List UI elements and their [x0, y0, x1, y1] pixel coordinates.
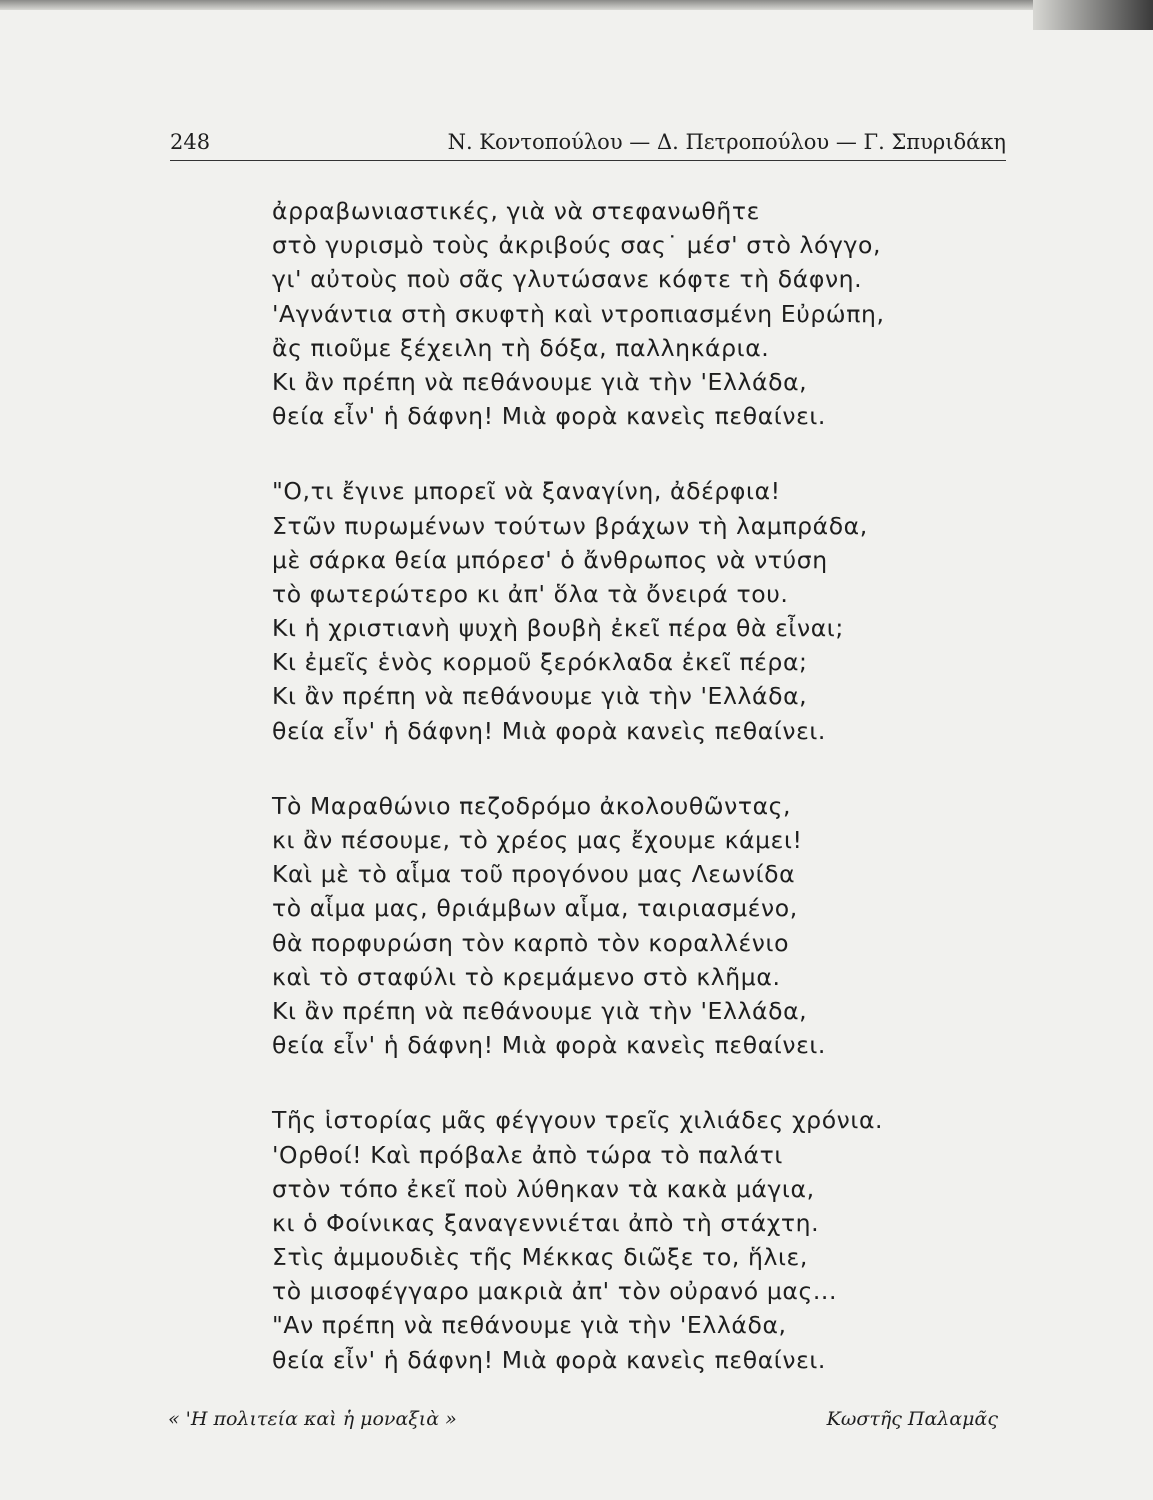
poem-line: θεία εἶν' ἡ δάφνη! Μιὰ φορὰ κανεὶς πεθαίνει. [272, 1345, 827, 1374]
poem-author: Κωστῆς Παλαμᾶς [826, 1408, 998, 1430]
source-citation: « 'Η πολιτεία καὶ ἡ μοναξιὰ » [168, 1408, 457, 1430]
poem-line: 'Αγνάντια στὴ σκυφτὴ καὶ ντροπιασμένη Εὐρώπη, [272, 299, 885, 328]
stanza-spacer [272, 1062, 972, 1103]
poem-line: κι ὁ Φοίνικας ξαναγεννιέται ἀπὸ τὴ στάχτη. [272, 1208, 820, 1237]
poem-line: τὸ μισοφέγγαρο μακριὰ ἀπ' τὸν οὐρανό μας... [272, 1277, 838, 1306]
running-head-authors: Ν. Κοντοπούλου — Δ. Πετροπούλου — Γ. Σπυριδάκη [447, 130, 1006, 154]
poem-line: 'Ορθοί! Καὶ πρόβαλε ἀπὸ τώρα τὸ παλάτι [272, 1140, 783, 1169]
poem-line: Κι ἡ χριστιανὴ ψυχὴ βουβὴ ἐκεῖ πέρα θὰ εἶναι; [272, 614, 844, 643]
poem-line: ἂς πιοῦμε ξέχειλη τὴ δόξα, παλληκάρια. [272, 333, 770, 362]
poem-line: Κι ἂν πρέπη νὰ πεθάνουμε γιὰ τὴν 'Ελλάδα, [272, 367, 808, 396]
poem-line: γι' αὐτοὺς ποὺ σᾶς γλυτώσανε κόφτε τὴ δάφνη. [272, 265, 863, 294]
stanza-spacer [272, 748, 972, 789]
poem-line: "Ο,τι ἔγινε μπορεῖ νὰ ξαναγίνη, ἀδέρφια! [272, 477, 781, 506]
poem-line: ἀρραβωνιαστικές, γιὰ νὰ στεφανωθῆτε [272, 197, 760, 225]
page-header [170, 128, 1006, 161]
poem-line: Στὶς ἀμμουδιὲς τῆς Μέκκας διῶξε το, ἥλιε, [272, 1243, 808, 1272]
poem-line: τὸ φωτερώτερο κι ἀπ' ὅλα τὰ ὄνειρά του. [272, 579, 789, 608]
stanza-spacer [272, 433, 972, 474]
scan-binding-shadow [1033, 0, 1153, 30]
poem-line: θεία εἶν' ἡ δάφνη! Μιὰ φορὰ κανεὶς πεθαίνει. [272, 716, 827, 745]
poem-line: Κι ἐμεῖς ἑνὸς κορμοῦ ξερόκλαδα ἐκεῖ πέρα; [272, 648, 808, 677]
page-top-edge [0, 0, 1153, 10]
poem-line: κι ἂν πέσουμε, τὸ χρέος μας ἔχουμε κάμει! [272, 826, 803, 854]
poem-line: Στῶν πυρωμένων τούτων βράχων τὴ λαμπράδα, [272, 511, 868, 540]
poem-line: Κι ἂν πρέπη νὰ πεθάνουμε γιὰ τὴν 'Ελλάδα, [272, 996, 808, 1025]
stanza-1 [272, 194, 972, 433]
poem-line: Κι ἂν πρέπη νὰ πεθάνουμε γιὰ τὴν 'Ελλάδα, [272, 682, 808, 711]
poem-line: Τὸ Μαραθώνιο πεζοδρόμο ἀκολουθῶντας, [272, 791, 792, 820]
stanza-4 [272, 1103, 972, 1377]
poem-line: στὸ γυρισμὸ τοὺς ἀκριβούς σας˙ μέσ' στὸ λόγγο, [272, 231, 882, 260]
poem-line: Τῆς ἱστορίας μᾶς φέγγουν τρεῖς χιλιάδες χρόνια. [272, 1106, 884, 1135]
poem-line: στὸν τόπο ἐκεῖ ποὺ λύθηκαν τὰ κακὰ μάγια, [272, 1174, 815, 1203]
poem-line: Καὶ μὲ τὸ αἷμα τοῦ προγόνου μας Λεωνίδα [272, 860, 796, 889]
page-number: 248 [170, 130, 211, 154]
stanza-3 [272, 789, 972, 1063]
poem-line: θεία εἶν' ἡ δάφνη! Μιὰ φορὰ κανεὶς πεθαίνει. [272, 402, 827, 431]
stanza-2 [272, 474, 972, 748]
poem-line: μὲ σάρκα θεία μπόρεσ' ὁ ἄνθρωπος νὰ ντύση [272, 545, 828, 574]
poem-line: καὶ τὸ σταφύλι τὸ κρεμάμενο στὸ κλῆμα. [272, 962, 781, 991]
poem-line: "Αν πρέπη νὰ πεθάνουμε γιὰ τὴν 'Ελλάδα, [272, 1311, 787, 1340]
poem-line: τὸ αἷμα μας, θριάμβων αἷμα, ταιριασμένο, [272, 894, 798, 923]
poem-body [272, 194, 972, 1377]
page-footer [168, 1408, 998, 1442]
poem-line: θὰ πορφυρώση τὸν καρπὸ τὸν κοραλλένιο [272, 928, 790, 957]
poem-line: θεία εἶν' ἡ δάφνη! Μιὰ φορὰ κανεὶς πεθαίνει. [272, 1031, 827, 1060]
